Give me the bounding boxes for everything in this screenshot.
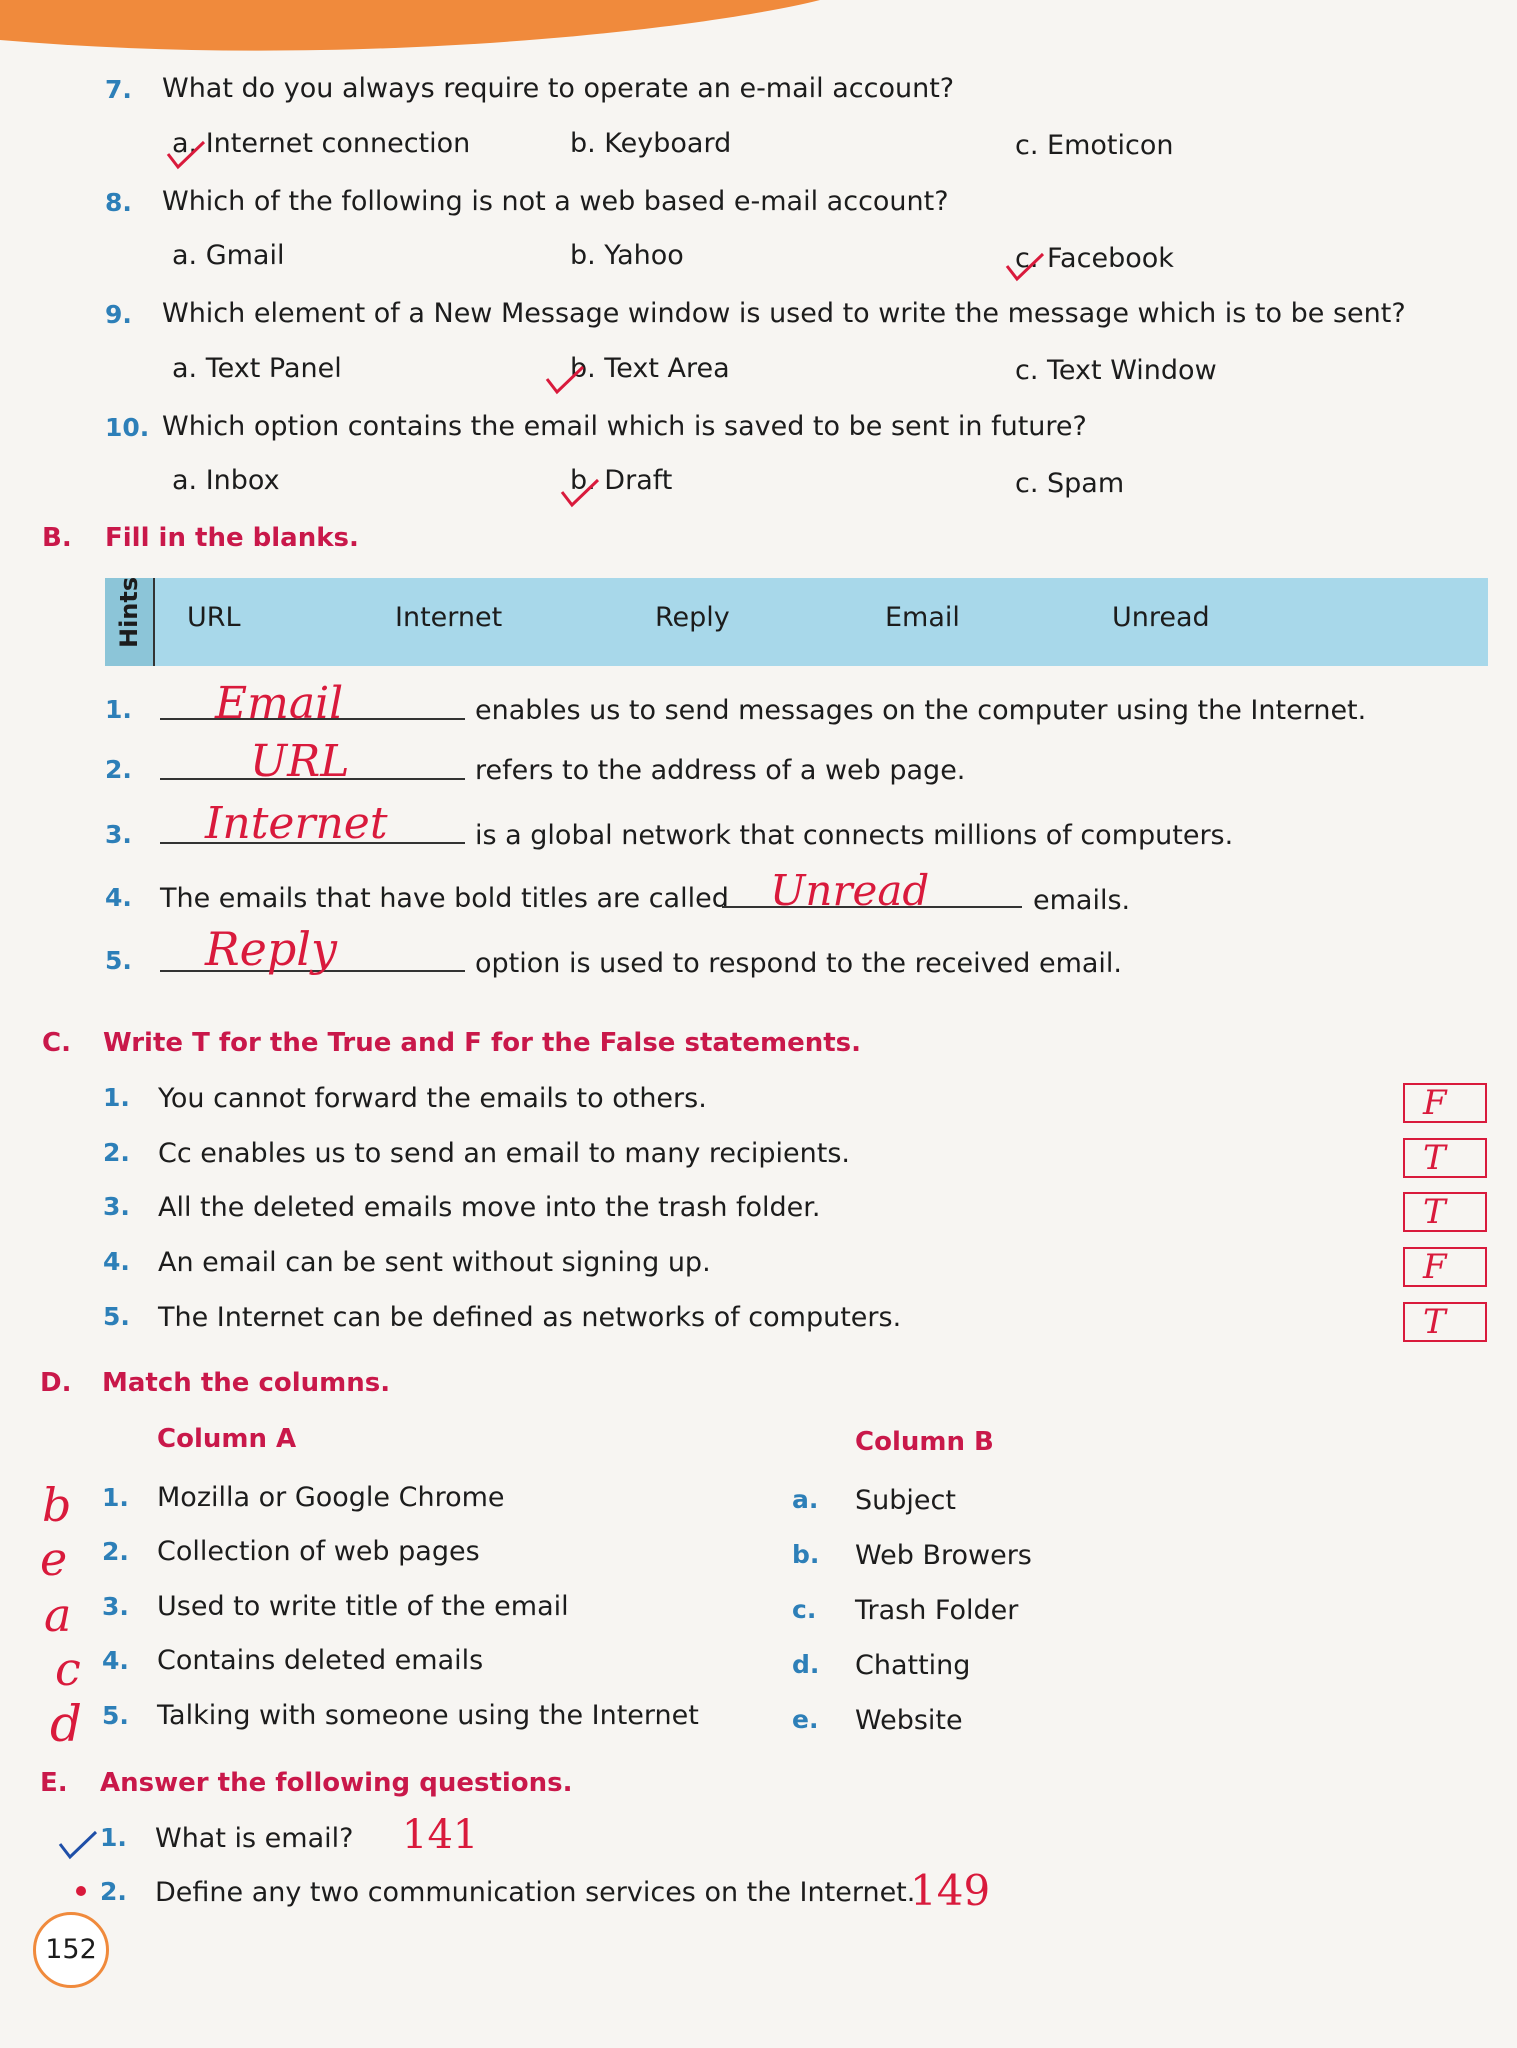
bullet-dot-icon [75,1885,87,1897]
item-number: 2. [103,1138,130,1167]
question-number: 8. [105,188,132,217]
statement-text: You cannot forward the emails to others. [158,1083,707,1114]
column-b-letter: d. [792,1650,820,1679]
option-a: a. Text Panel [172,353,342,384]
page-number-badge [33,1912,109,1988]
hint-word: Reply [655,602,730,633]
option-c: c. Emoticon [1015,130,1174,161]
column-b-heading: Column B [855,1427,994,1457]
statement-text: Cc enables us to send an email to many recipients. [158,1138,850,1169]
option-b: b. Yahoo [570,240,684,271]
handwritten-answer: T [1423,1302,1446,1342]
column-b-letter: c. [792,1595,817,1624]
section-letter: C. [42,1028,71,1058]
section-title: Answer the following questions. [100,1768,573,1798]
item-number: 2. [105,755,132,784]
question-text: Which element of a New Message window is used to write the message which is to be sent? [162,298,1406,329]
item-prefix: The emails that have bold titles are called [160,883,729,914]
column-a-item: Collection of web pages [157,1536,480,1567]
item-number: 2. [100,1877,127,1906]
item-number: 1. [105,695,132,724]
item-number: 1. [100,1823,127,1852]
column-b-item: Website [855,1705,963,1736]
page-number: 152 [45,1934,97,1965]
item-text: option is used to respond to the received email. [475,948,1122,979]
item-text: refers to the address of a web page. [475,755,966,786]
handwritten-answer: Reply [205,922,338,976]
answer-box[interactable] [1403,1138,1487,1178]
item-number: 5. [105,946,132,975]
handwritten-answer: d [50,1695,83,1753]
question-text: Define any two communication services on the Internet. [155,1877,916,1908]
item-number: 4. [103,1247,130,1276]
answer-box[interactable] [1403,1083,1487,1123]
item-number: 4. [105,883,132,912]
question-number: 10. [105,413,150,442]
handwritten-answer: F [1423,1083,1447,1123]
check-mark-icon [545,365,585,395]
handwritten-answer: T [1423,1138,1446,1178]
hint-word: Email [885,602,960,633]
item-number: 3. [103,1192,130,1221]
hint-word: Unread [1112,602,1210,633]
option-a: a. Internet connection [172,128,471,159]
answer-box[interactable] [1403,1192,1487,1232]
statement-text: The Internet can be defined as networks of computers. [158,1302,902,1333]
answer-box[interactable] [1403,1247,1487,1287]
column-a-item: Talking with someone using the Internet [157,1700,699,1731]
column-b-item: Subject [855,1485,956,1516]
option-b: b. Text Area [570,353,730,384]
hints-label-box [105,578,155,666]
item-number: 3. [105,820,132,849]
question-number: 9. [105,300,132,329]
section-title: Write T for the True and F for the False statements. [103,1028,862,1058]
question-text: Which option contains the email which is saved to be sent in future? [162,411,1087,442]
section-letter: D. [40,1368,72,1398]
column-b-item: Web Browers [855,1540,1032,1571]
option-c: c. Spam [1015,468,1125,499]
question-text: What do you always require to operate an e-mail account? [162,73,955,104]
item-text: emails. [1033,885,1131,916]
handwritten-answer: c [55,1642,81,1696]
option-b: b. Keyboard [570,128,732,159]
hint-word: URL [187,602,241,633]
column-b-letter: b. [792,1540,820,1569]
column-a-item: Mozilla or Google Chrome [157,1482,505,1513]
column-b-item: Trash Folder [855,1595,1019,1626]
question-text: Which of the following is not a web based e-mail account? [162,186,949,217]
question-number: 7. [105,75,132,104]
handwritten-answer: b [42,1478,72,1532]
handwritten-answer: a [44,1588,72,1642]
handwritten-answer: Unread [770,866,930,915]
column-a-item: Contains deleted emails [157,1645,484,1676]
option-a: a. Inbox [172,465,280,496]
answer-box[interactable] [1403,1302,1487,1342]
item-number: 5. [102,1701,129,1730]
section-letter: B. [42,523,72,553]
handwritten-answer: F [1423,1247,1447,1287]
option-b: b. Draft [570,465,673,496]
column-b-letter: e. [792,1705,819,1734]
handwritten-answer: T [1423,1192,1446,1232]
option-c: c. Facebook [1015,243,1174,274]
hint-word: Internet [395,602,503,633]
hints-band [105,578,1488,666]
section-title: Fill in the blanks. [105,523,359,553]
item-number: 1. [102,1483,129,1512]
check-mark-icon [1005,252,1045,282]
check-mark-icon [166,140,206,170]
item-number: 5. [103,1302,130,1331]
handwritten-answer: e [40,1532,68,1586]
option-c: c. Text Window [1015,355,1217,386]
statement-text: All the deleted emails move into the trash folder. [158,1192,821,1223]
check-mark-icon [58,1830,98,1860]
item-number: 1. [103,1083,130,1112]
option-a: a. Gmail [172,240,285,271]
question-text: What is email? [155,1823,354,1854]
item-text: enables us to send messages on the computer using the Internet. [475,695,1367,726]
handwritten-answer: URL [250,736,350,787]
item-number: 4. [102,1646,129,1675]
hints-label: Hints [115,576,143,648]
column-b-item: Chatting [855,1650,971,1681]
statement-text: An email can be sent without signing up. [158,1247,711,1278]
handwritten-answer: Internet [205,798,388,849]
handwritten-answer: Email [215,678,344,729]
top-banner [0,0,1517,60]
item-text: is a global network that connects millions of computers. [475,820,1234,851]
section-title: Match the columns. [102,1368,391,1398]
column-a-item: Used to write title of the email [157,1591,569,1622]
item-number: 2. [102,1537,129,1566]
check-mark-icon [560,478,600,508]
handwritten-page-note: 141 [402,1812,479,1858]
item-number: 3. [102,1592,129,1621]
column-a-heading: Column A [157,1424,297,1454]
column-b-letter: a. [792,1485,819,1514]
section-letter: E. [40,1768,68,1798]
handwritten-page-note: 149 [910,1866,991,1915]
